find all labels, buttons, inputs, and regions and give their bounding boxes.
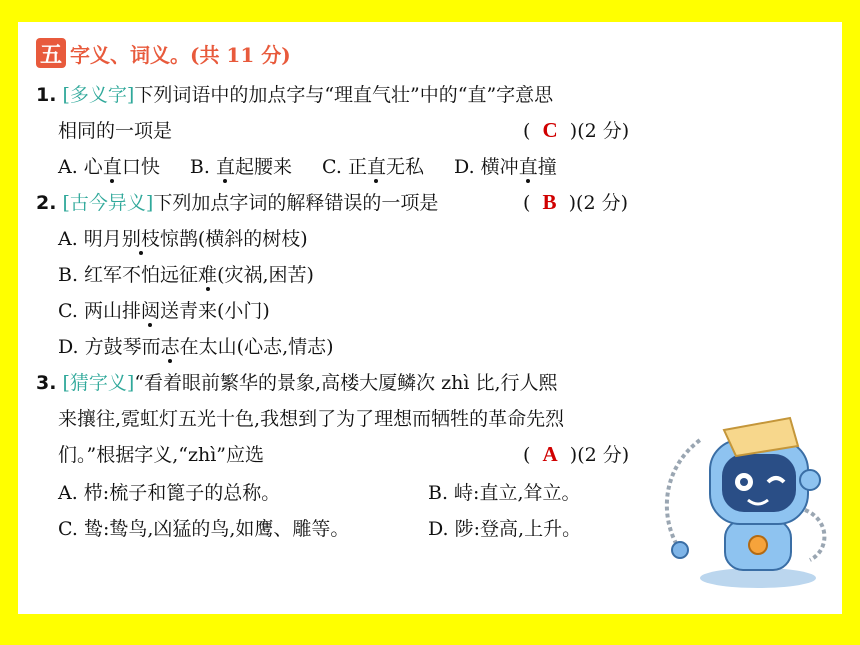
option-c: C. 鸷:鸷鸟,凶猛的鸟,如鹰、雕等。: [58, 518, 350, 540]
answer-slot: ( A )(2 分): [523, 442, 630, 466]
section-header: [36, 36, 291, 70]
question-tag: [猜字义]: [62, 372, 135, 394]
option-c: C. 两山排闼送青来(小门): [58, 300, 270, 322]
option-list: [58, 152, 557, 179]
question-number: 3.: [36, 372, 57, 394]
option-b: B. 红军不怕远征难(灾祸,困苦): [58, 264, 314, 286]
question-2-stem: [36, 188, 438, 215]
section-number-badge: 五: [36, 38, 66, 68]
answer-letter: B: [542, 190, 557, 214]
question-3-stem: [36, 368, 558, 395]
option-d: D. 陟:登高,上升。: [428, 518, 582, 540]
question-text: “看着眼前繁华的景象,高楼大厦鳞次 zhì 比,行人熙: [134, 372, 558, 394]
option-d: D. 横冲直撞: [454, 156, 557, 178]
answer-slot: ( C )(2 分): [523, 118, 630, 142]
answer-slot: ( B )(2 分): [523, 190, 628, 214]
option-c: C. 正直无私: [322, 156, 424, 178]
answer-letter: A: [542, 442, 558, 466]
question-text: 下列加点字词的解释错误的一项是: [153, 192, 439, 214]
question-tag: [古今异义]: [62, 192, 154, 214]
option-a: A. 明月别枝惊鹊(横斜的树枝): [58, 228, 308, 250]
question-tag: [多义字]: [62, 84, 135, 106]
question-number: 1.: [36, 84, 57, 106]
question-text: 下列词语中的加点字与“理直气壮”中的“直”字意思: [134, 84, 554, 106]
option-b: B. 直起腰来: [189, 156, 292, 178]
section-title: 字义、词义。(共 11 分): [70, 42, 291, 67]
question-3-stem-line2: 来攘往,霓虹灯五光十色,我想到了为了理想而牺牲的革命先烈: [58, 408, 565, 430]
option-d: D. 方鼓琴而志在太山(心志,情志): [58, 336, 334, 358]
question-number: 2.: [36, 192, 57, 214]
question-1-stem: [36, 80, 553, 107]
question-3-stem-line3: 们。”根据字义,“zhì”应选: [58, 444, 265, 466]
option-a: A. 栉:梳子和篦子的总称。: [58, 482, 281, 504]
answer-letter: C: [542, 118, 558, 142]
question-1-stem-line2: 相同的一项是: [58, 120, 173, 142]
option-a: A. 心直口快: [58, 156, 160, 178]
robot-mascot-illustration: [640, 400, 840, 600]
option-b: B. 峙:直立,耸立。: [428, 482, 581, 504]
